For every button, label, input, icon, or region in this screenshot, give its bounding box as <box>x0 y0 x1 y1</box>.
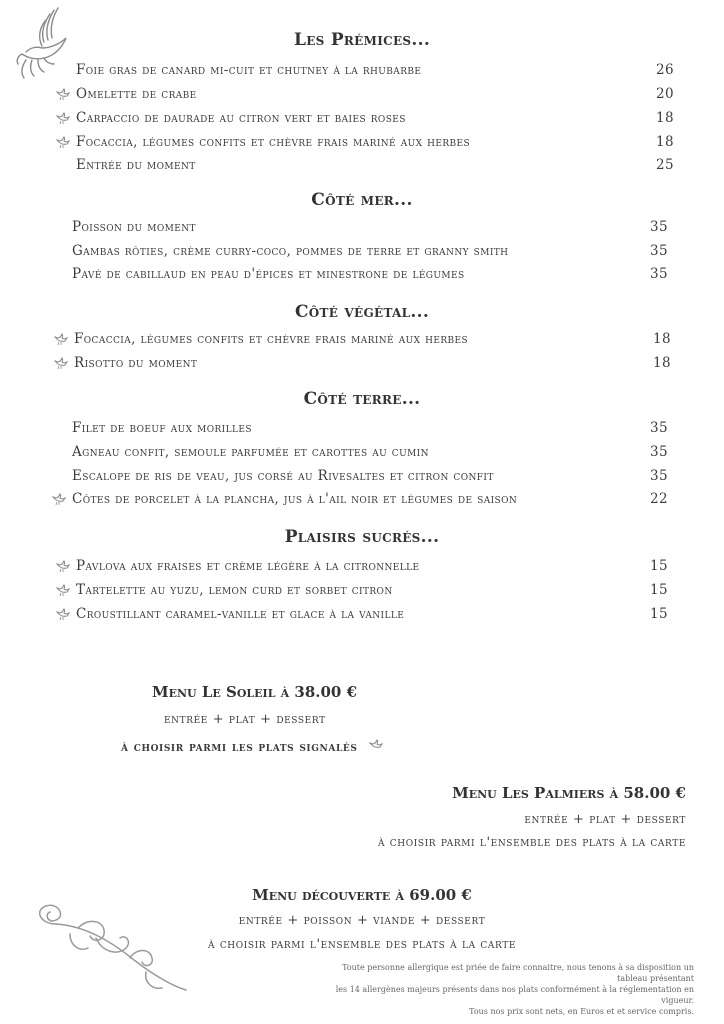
menu-item-name: Focaccia, légumes confits et chèvre frais mariné aux herbes <box>74 331 469 347</box>
menu-palmiers-title: Menu Les Palmiers à 58.00 € <box>452 784 686 802</box>
price-notice-line: Tous nos prix sont nets, en Euros et et service compris. <box>469 1007 694 1016</box>
menu-item-name: Pavé de cabillaud en peau d'épices et minestrone de légumes <box>72 266 465 282</box>
menu-item-name: Escalope de ris de veau, jus corsé au Rivesaltes et citron confit <box>72 468 494 484</box>
menu-item-name: Filet de boeuf aux morilles <box>72 420 252 436</box>
menu-item-price: 15 <box>650 582 668 598</box>
section-title: Côté végétal... <box>294 302 430 322</box>
menu-item <box>76 558 668 580</box>
menu-item <box>72 219 668 241</box>
menu-item-price: 26 <box>656 62 674 78</box>
menu-item-name: Risotto du moment <box>74 355 198 371</box>
menu-item-price: 18 <box>653 355 671 371</box>
menu-item-price: 15 <box>650 606 668 622</box>
menu-item-price: 35 <box>650 468 668 484</box>
dove-icon <box>56 560 70 574</box>
menu-item-name: Foie gras de canard mi-cuit et chutney à la rhubarbe <box>76 62 422 78</box>
menu-item <box>72 243 668 265</box>
menu-item-name: Focaccia, légumes confits et chèvre frais mariné aux herbes <box>76 134 471 150</box>
menu-item <box>76 86 674 108</box>
section-title: Les Prémices... <box>293 30 431 50</box>
menu-soleil-condition-text: à choisir parmi les plats signalés <box>121 740 358 755</box>
menu-decouverte-condition: à choisir parmi l'ensemble des plats à la carte <box>207 937 517 952</box>
dove-icon <box>56 88 70 102</box>
allergen-notice-line: Toute personne allergique est priée de faire connaitre, nous tenons à sa disposition un tableau présentant <box>342 963 694 983</box>
menu-item-price: 18 <box>653 331 671 347</box>
menu-item <box>76 134 674 156</box>
menu-item-price: 18 <box>656 134 674 150</box>
menu-item-name: Agneau confit, semoule parfumée et carottes au cumin <box>72 444 429 460</box>
dove-icon <box>54 333 68 347</box>
menu-item <box>76 110 674 132</box>
dove-icon <box>52 493 66 507</box>
allergen-notice <box>314 962 694 1017</box>
menu-soleil-condition <box>121 737 377 755</box>
menu-item-price: 18 <box>656 110 674 126</box>
menu-item <box>74 331 671 353</box>
menu-item-price: 20 <box>656 86 674 102</box>
menu-item-name: Entrée du moment <box>76 157 196 173</box>
menu-item-price: 35 <box>650 266 668 282</box>
dove-icon <box>56 584 70 598</box>
menu-item-name: Omelette de crabe <box>76 86 197 102</box>
menu-item-price: 35 <box>650 444 668 460</box>
menu-decouverte-title: Menu découverte à 69.00 € <box>252 886 472 904</box>
allergen-notice-line: les 14 allergènes majeurs présents dans nos plats conformément à la réglementation en vigueur. <box>335 985 694 1005</box>
menu-item <box>74 355 671 377</box>
section-title: Côté mer... <box>311 190 413 210</box>
menu-item <box>72 420 668 442</box>
menu-item-price: 35 <box>650 243 668 259</box>
menu-item-name: Pavlova aux fraises et crème légère à la citronnelle <box>76 558 420 574</box>
menu-item-name: Carpaccio de daurade au citron vert et baies roses <box>76 110 406 126</box>
menu-item <box>72 266 668 288</box>
dove-icon <box>56 136 70 150</box>
dove-icon <box>369 739 383 753</box>
menu-item-price: 22 <box>650 491 668 507</box>
menu-item <box>72 468 668 490</box>
menu-palmiers-condition: à choisir parmi l'ensemble des plats à la carte <box>377 835 686 850</box>
section-title: Plaisirs sucrés... <box>284 527 440 547</box>
menu-decouverte-composition: entrée + poisson + viande + dessert <box>238 913 486 928</box>
menu-palmiers-composition: entrée + plat + dessert <box>524 812 686 827</box>
menu-soleil-composition: entrée + plat + dessert <box>164 712 326 727</box>
menu-item-price: 35 <box>650 219 668 235</box>
dove-icon <box>56 608 70 622</box>
menu-item <box>72 444 668 466</box>
menu-item-price: 15 <box>650 558 668 574</box>
section-title: Côté terre... <box>303 389 421 409</box>
menu-item <box>76 62 674 84</box>
menu-item-name: Tartelette au yuzu, lemon curd et sorbet citron <box>76 582 393 598</box>
menu-item-name: Croustillant caramel-vanille et glace à la vanille <box>76 606 405 622</box>
menu-item <box>76 157 674 179</box>
menu-soleil-title: Menu Le Soleil à 38.00 € <box>152 683 358 701</box>
menu-item <box>72 491 668 513</box>
menu-item <box>76 606 668 628</box>
menu-item-price: 25 <box>656 157 674 173</box>
menu-item-name: Côtes de porcelet à la plancha, jus à l'ail noir et légumes de saison <box>72 491 518 507</box>
menu-item-name: Gambas rôties, crème curry-coco, pommes de terre et granny smith <box>72 243 509 259</box>
menu-item-name: Poisson du moment <box>72 219 196 235</box>
dove-icon <box>54 357 68 371</box>
menu-item <box>76 582 668 604</box>
menu-item-price: 35 <box>650 420 668 436</box>
dove-icon <box>56 112 70 126</box>
